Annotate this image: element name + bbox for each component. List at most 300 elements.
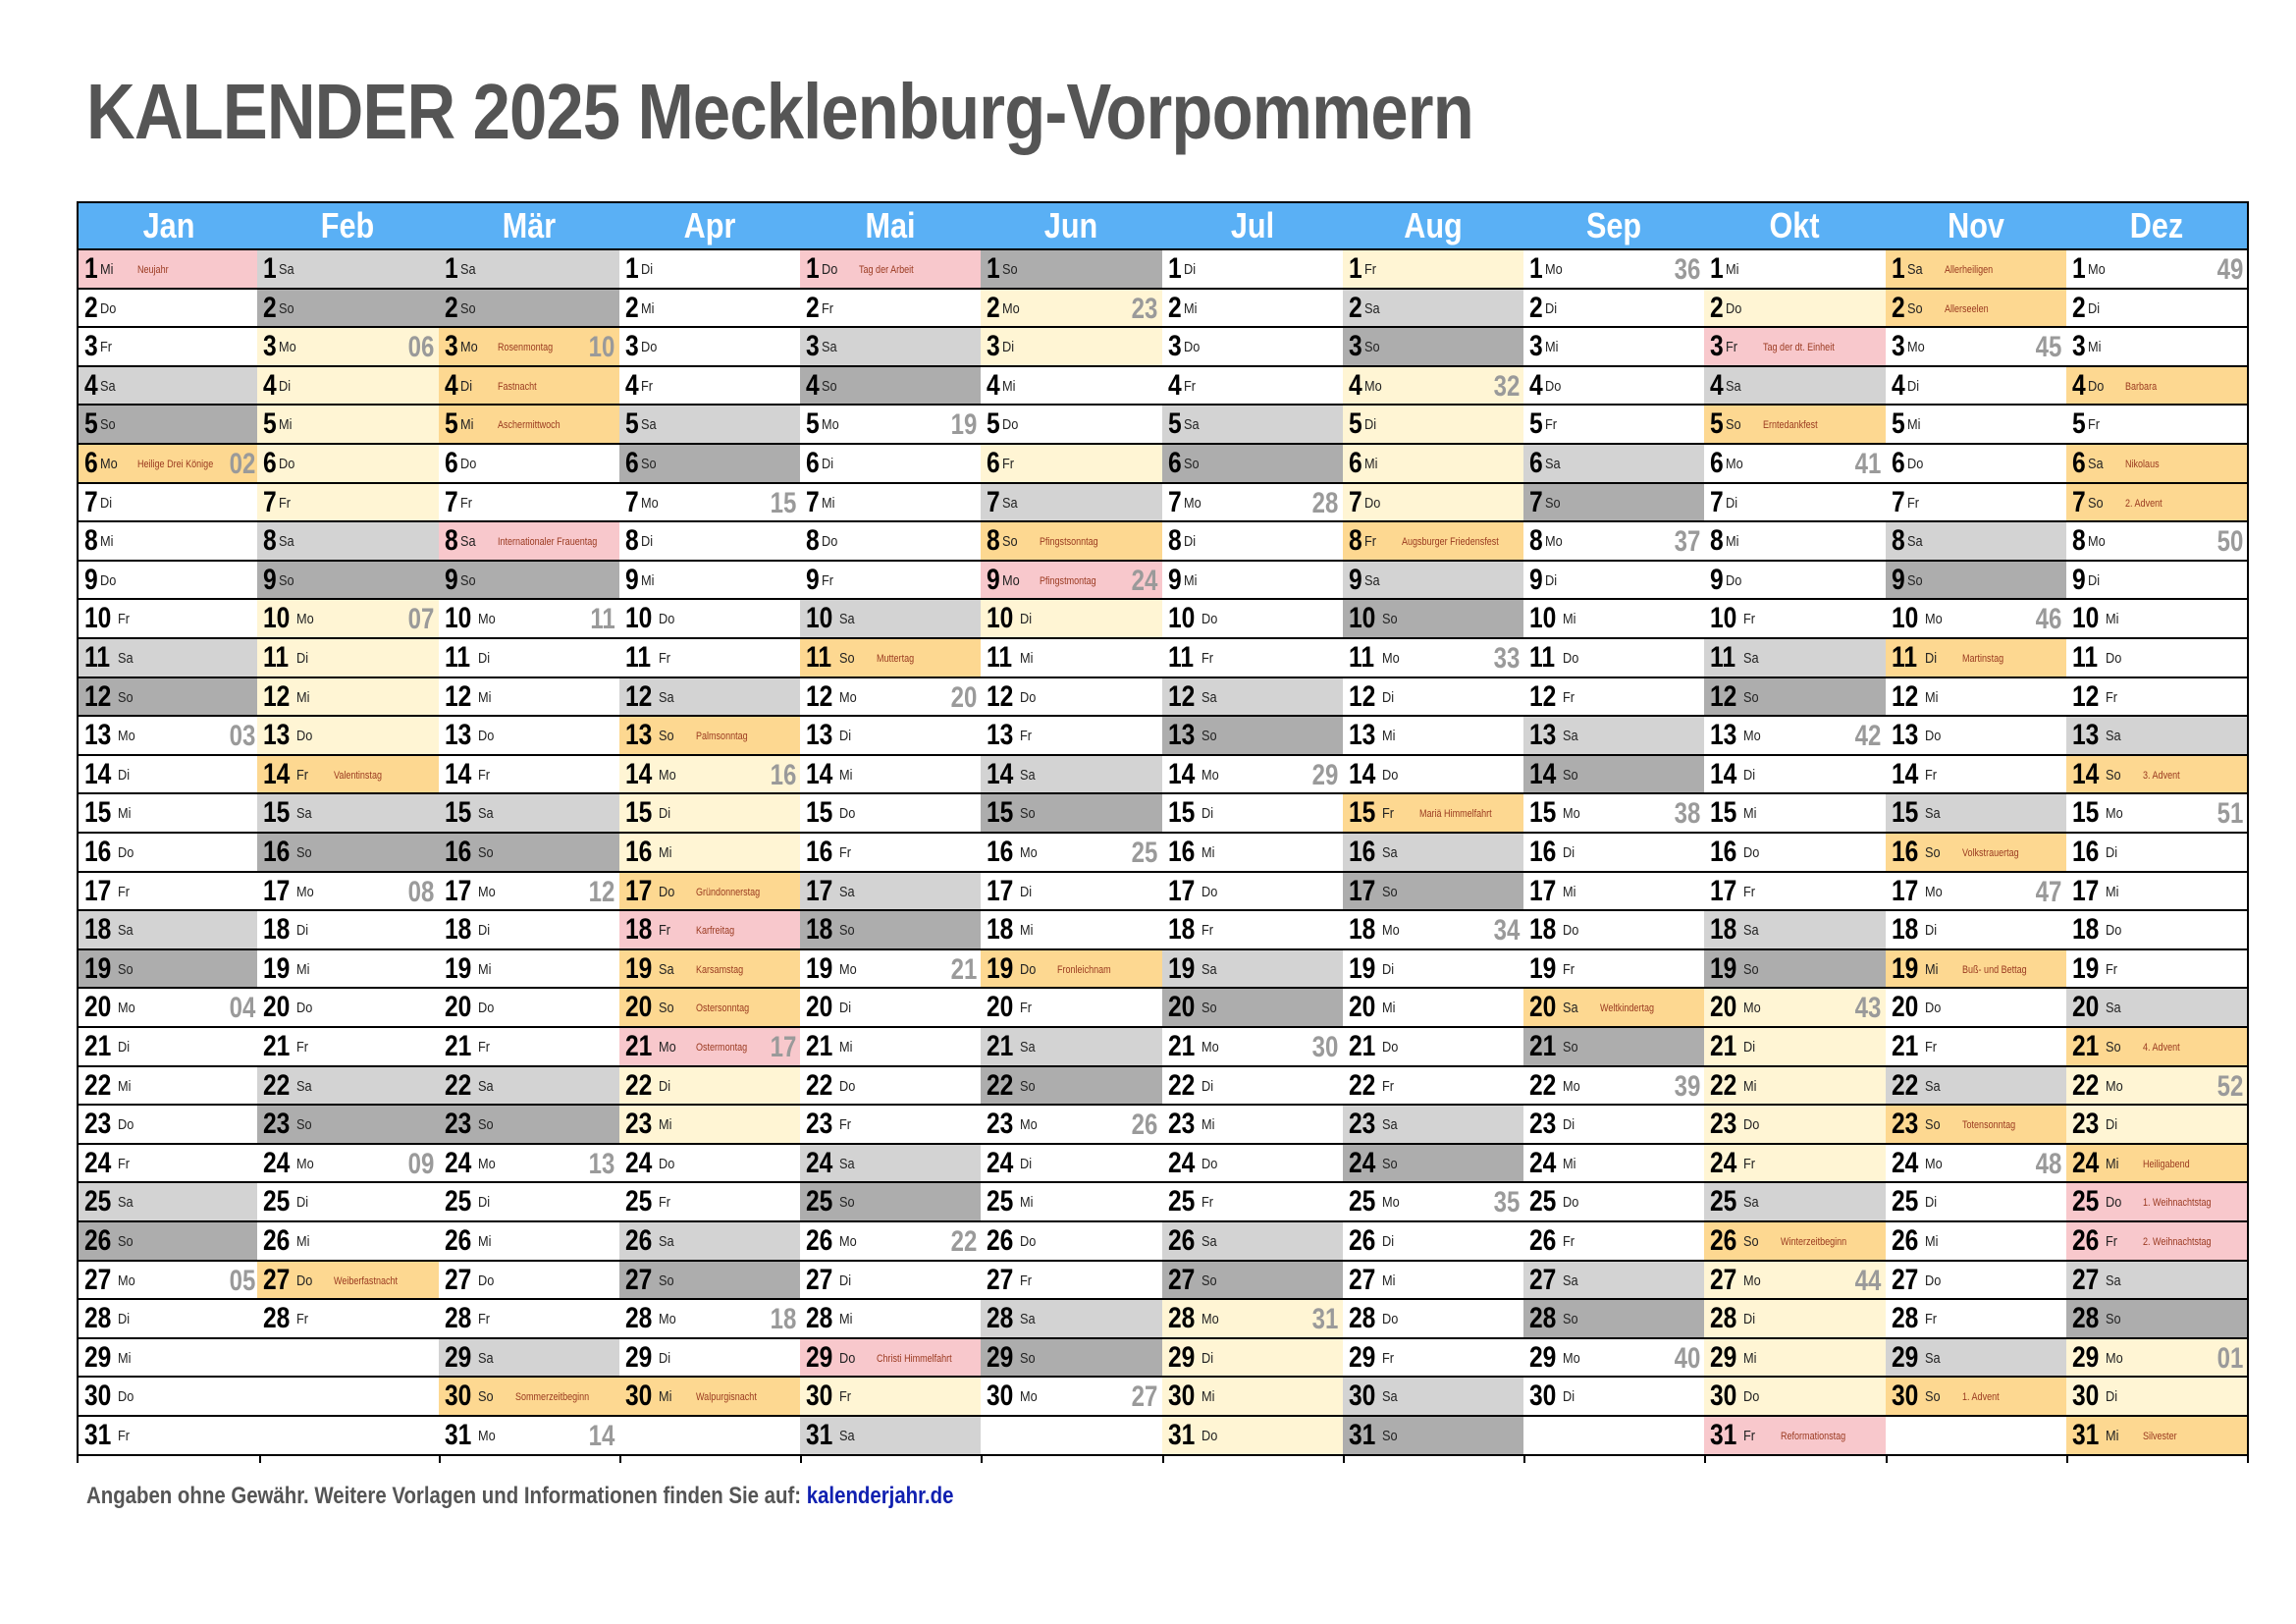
day-cell[interactable] — [1523, 367, 1704, 406]
day-cell[interactable] — [79, 406, 259, 445]
day-cell[interactable] — [800, 1262, 981, 1301]
day-cell[interactable] — [2066, 1222, 2247, 1262]
day-cell[interactable] — [1162, 1067, 1343, 1107]
day-cell[interactable] — [800, 1339, 981, 1379]
day-cell[interactable] — [1162, 950, 1343, 990]
day-cell[interactable] — [619, 290, 800, 329]
day-cell[interactable] — [1886, 250, 2066, 290]
day-cell[interactable] — [800, 989, 981, 1028]
day-cell[interactable] — [619, 756, 800, 795]
day-cell[interactable] — [619, 406, 800, 445]
day-cell[interactable] — [1523, 1067, 1704, 1107]
day-cell[interactable] — [2066, 1183, 2247, 1222]
day-cell[interactable] — [2066, 600, 2247, 639]
day-cell[interactable] — [439, 484, 619, 523]
day-cell[interactable] — [800, 950, 981, 990]
day-cell[interactable] — [79, 250, 259, 290]
day-cell[interactable] — [981, 1106, 1161, 1145]
day-cell[interactable] — [1704, 678, 1885, 718]
day-cell[interactable] — [800, 1145, 981, 1184]
day-cell[interactable] — [1343, 367, 1523, 406]
day-cell[interactable] — [439, 250, 619, 290]
day-cell[interactable] — [1162, 911, 1343, 950]
day-cell[interactable] — [257, 834, 438, 873]
day-cell[interactable] — [800, 1067, 981, 1107]
day-cell[interactable] — [1523, 1106, 1704, 1145]
day-cell[interactable] — [981, 522, 1161, 562]
day-cell[interactable] — [800, 445, 981, 484]
day-cell[interactable] — [439, 562, 619, 601]
day-cell[interactable] — [439, 1339, 619, 1379]
day-cell[interactable] — [619, 639, 800, 678]
day-cell[interactable] — [619, 950, 800, 990]
day-cell[interactable] — [800, 1222, 981, 1262]
day-cell[interactable] — [619, 328, 800, 367]
day-cell[interactable] — [1523, 484, 1704, 523]
day-cell[interactable] — [439, 290, 619, 329]
day-cell[interactable] — [981, 1262, 1161, 1301]
day-cell[interactable] — [439, 1378, 619, 1417]
day-cell[interactable] — [257, 756, 438, 795]
day-cell[interactable] — [257, 1106, 438, 1145]
day-cell[interactable] — [2066, 911, 2247, 950]
day-cell[interactable] — [981, 1378, 1161, 1417]
day-cell[interactable] — [1343, 1222, 1523, 1262]
day-cell[interactable] — [800, 639, 981, 678]
day-cell[interactable] — [800, 600, 981, 639]
day-cell[interactable] — [257, 562, 438, 601]
day-cell[interactable] — [257, 484, 438, 523]
day-cell[interactable] — [1886, 1378, 2066, 1417]
day-cell[interactable] — [1343, 1106, 1523, 1145]
day-cell[interactable] — [1704, 989, 1885, 1028]
day-cell[interactable] — [257, 1067, 438, 1107]
day-cell[interactable] — [79, 989, 259, 1028]
day-cell[interactable] — [619, 678, 800, 718]
day-cell[interactable] — [1523, 250, 1704, 290]
day-cell[interactable] — [2066, 989, 2247, 1028]
day-cell[interactable] — [1704, 445, 1885, 484]
day-cell[interactable] — [1162, 794, 1343, 834]
day-cell[interactable] — [1704, 1339, 1885, 1379]
day-cell[interactable] — [257, 250, 438, 290]
day-cell[interactable] — [800, 1378, 981, 1417]
day-cell[interactable] — [1162, 1183, 1343, 1222]
day-cell[interactable] — [439, 717, 619, 756]
day-cell[interactable] — [79, 1417, 259, 1456]
day-cell[interactable] — [1704, 873, 1885, 912]
day-cell[interactable] — [1523, 1378, 1704, 1417]
day-cell[interactable] — [79, 1145, 259, 1184]
day-cell[interactable] — [619, 1378, 800, 1417]
day-cell[interactable] — [1523, 834, 1704, 873]
day-cell[interactable] — [1704, 1067, 1885, 1107]
day-cell[interactable] — [1523, 562, 1704, 601]
day-cell[interactable] — [619, 794, 800, 834]
day-cell[interactable] — [619, 1145, 800, 1184]
day-cell[interactable] — [1343, 911, 1523, 950]
day-cell[interactable] — [981, 639, 1161, 678]
day-cell[interactable] — [1886, 1262, 2066, 1301]
day-cell[interactable] — [439, 1417, 619, 1456]
day-cell[interactable] — [800, 367, 981, 406]
day-cell[interactable] — [800, 562, 981, 601]
day-cell[interactable] — [1343, 522, 1523, 562]
day-cell[interactable] — [1162, 600, 1343, 639]
day-cell[interactable] — [257, 794, 438, 834]
day-cell[interactable] — [981, 756, 1161, 795]
day-cell[interactable] — [257, 1262, 438, 1301]
day-cell[interactable] — [981, 250, 1161, 290]
day-cell[interactable] — [619, 717, 800, 756]
day-cell[interactable] — [1162, 445, 1343, 484]
day-cell[interactable] — [257, 1183, 438, 1222]
day-cell[interactable] — [981, 911, 1161, 950]
day-cell[interactable] — [1704, 1222, 1885, 1262]
day-cell[interactable] — [800, 834, 981, 873]
day-cell[interactable] — [1523, 678, 1704, 718]
day-cell[interactable] — [1343, 406, 1523, 445]
day-cell[interactable] — [619, 1028, 800, 1067]
day-cell[interactable] — [2066, 1262, 2247, 1301]
day-cell[interactable] — [439, 756, 619, 795]
day-cell[interactable] — [2066, 717, 2247, 756]
day-cell[interactable] — [1162, 1028, 1343, 1067]
day-cell[interactable] — [79, 794, 259, 834]
day-cell[interactable] — [1704, 1300, 1885, 1339]
day-cell[interactable] — [1886, 328, 2066, 367]
day-cell[interactable] — [1886, 639, 2066, 678]
day-cell[interactable] — [1704, 639, 1885, 678]
day-cell[interactable] — [439, 600, 619, 639]
day-cell[interactable] — [1343, 873, 1523, 912]
day-cell[interactable] — [79, 445, 259, 484]
day-cell[interactable] — [439, 1222, 619, 1262]
day-cell[interactable] — [981, 562, 1161, 601]
day-cell[interactable] — [1523, 600, 1704, 639]
day-cell[interactable] — [1523, 989, 1704, 1028]
day-cell[interactable] — [79, 873, 259, 912]
day-cell[interactable] — [1343, 562, 1523, 601]
day-cell[interactable] — [981, 678, 1161, 718]
day-cell[interactable] — [800, 756, 981, 795]
day-cell[interactable] — [2066, 328, 2247, 367]
day-cell[interactable] — [1886, 1067, 2066, 1107]
day-cell[interactable] — [800, 678, 981, 718]
day-cell[interactable] — [439, 445, 619, 484]
day-cell[interactable] — [1343, 717, 1523, 756]
day-cell[interactable] — [619, 911, 800, 950]
day-cell[interactable] — [800, 250, 981, 290]
day-cell[interactable] — [619, 600, 800, 639]
day-cell[interactable] — [1162, 1339, 1343, 1379]
day-cell[interactable] — [1886, 522, 2066, 562]
day-cell[interactable] — [1343, 1339, 1523, 1379]
day-cell[interactable] — [257, 873, 438, 912]
day-cell[interactable] — [79, 367, 259, 406]
day-cell[interactable] — [257, 678, 438, 718]
day-cell[interactable] — [1162, 1417, 1343, 1456]
day-cell[interactable] — [800, 484, 981, 523]
day-cell[interactable] — [619, 484, 800, 523]
footer-link[interactable]: kalenderjahr.de — [806, 1483, 954, 1509]
day-cell[interactable] — [1162, 522, 1343, 562]
day-cell[interactable] — [619, 834, 800, 873]
day-cell[interactable] — [1704, 406, 1885, 445]
day-cell[interactable] — [1523, 873, 1704, 912]
day-cell[interactable] — [439, 1028, 619, 1067]
day-cell[interactable] — [800, 1106, 981, 1145]
day-cell[interactable] — [79, 1222, 259, 1262]
day-cell[interactable] — [79, 834, 259, 873]
day-cell[interactable] — [439, 950, 619, 990]
day-cell[interactable] — [1523, 328, 1704, 367]
day-cell[interactable] — [2066, 406, 2247, 445]
day-cell[interactable] — [1523, 1300, 1704, 1339]
day-cell[interactable] — [2066, 1145, 2247, 1184]
day-cell[interactable] — [1886, 367, 2066, 406]
day-cell[interactable] — [1704, 794, 1885, 834]
day-cell[interactable] — [2066, 522, 2247, 562]
day-cell[interactable] — [79, 562, 259, 601]
day-cell[interactable] — [1343, 484, 1523, 523]
day-cell[interactable] — [800, 794, 981, 834]
day-cell[interactable] — [1704, 1417, 1885, 1456]
day-cell[interactable] — [439, 1300, 619, 1339]
day-cell[interactable] — [1886, 484, 2066, 523]
day-cell[interactable] — [800, 717, 981, 756]
day-cell[interactable] — [1886, 600, 2066, 639]
day-cell[interactable] — [1162, 484, 1343, 523]
day-cell[interactable] — [619, 1067, 800, 1107]
day-cell[interactable] — [439, 1262, 619, 1301]
day-cell[interactable] — [619, 1339, 800, 1379]
day-cell[interactable] — [1886, 873, 2066, 912]
day-cell[interactable] — [79, 639, 259, 678]
day-cell[interactable] — [800, 1300, 981, 1339]
day-cell[interactable] — [1704, 1183, 1885, 1222]
day-cell[interactable] — [981, 1183, 1161, 1222]
day-cell[interactable] — [2066, 834, 2247, 873]
day-cell[interactable] — [619, 873, 800, 912]
day-cell[interactable] — [981, 834, 1161, 873]
day-cell[interactable] — [2066, 756, 2247, 795]
day-cell[interactable] — [800, 290, 981, 329]
day-cell[interactable] — [1162, 1378, 1343, 1417]
day-cell[interactable] — [1523, 1145, 1704, 1184]
day-cell[interactable] — [439, 522, 619, 562]
day-cell[interactable] — [619, 989, 800, 1028]
day-cell[interactable] — [981, 950, 1161, 990]
day-cell[interactable] — [1886, 834, 2066, 873]
day-cell[interactable] — [1162, 1300, 1343, 1339]
day-cell[interactable] — [1886, 989, 2066, 1028]
day-cell[interactable] — [1523, 717, 1704, 756]
day-cell[interactable] — [2066, 1300, 2247, 1339]
day-cell[interactable] — [981, 873, 1161, 912]
day-cell[interactable] — [2066, 290, 2247, 329]
day-cell[interactable] — [1162, 639, 1343, 678]
day-cell[interactable] — [1704, 290, 1885, 329]
day-cell[interactable] — [1343, 1378, 1523, 1417]
day-cell[interactable] — [439, 1067, 619, 1107]
day-cell[interactable] — [1704, 1378, 1885, 1417]
day-cell[interactable] — [257, 989, 438, 1028]
day-cell[interactable] — [79, 484, 259, 523]
day-cell[interactable] — [981, 1145, 1161, 1184]
day-cell[interactable] — [1162, 834, 1343, 873]
day-cell[interactable] — [1162, 756, 1343, 795]
day-cell[interactable] — [1162, 678, 1343, 718]
day-cell[interactable] — [439, 1183, 619, 1222]
day-cell[interactable] — [79, 1339, 259, 1379]
day-cell[interactable] — [79, 1028, 259, 1067]
day-cell[interactable] — [1704, 1145, 1885, 1184]
day-cell[interactable] — [257, 290, 438, 329]
day-cell[interactable] — [1162, 1145, 1343, 1184]
day-cell[interactable] — [79, 1183, 259, 1222]
day-cell[interactable] — [1704, 1028, 1885, 1067]
day-cell[interactable] — [1704, 250, 1885, 290]
day-cell[interactable] — [1704, 600, 1885, 639]
day-cell[interactable] — [1704, 1262, 1885, 1301]
day-cell[interactable] — [981, 367, 1161, 406]
day-cell[interactable] — [1886, 717, 2066, 756]
day-cell[interactable] — [1343, 756, 1523, 795]
day-cell[interactable] — [257, 717, 438, 756]
day-cell[interactable] — [1343, 445, 1523, 484]
day-cell[interactable] — [2066, 367, 2247, 406]
day-cell[interactable] — [1523, 445, 1704, 484]
day-cell[interactable] — [1704, 367, 1885, 406]
day-cell[interactable] — [1343, 989, 1523, 1028]
day-cell[interactable] — [981, 290, 1161, 329]
day-cell[interactable] — [2066, 1106, 2247, 1145]
day-cell[interactable] — [79, 717, 259, 756]
day-cell[interactable] — [800, 522, 981, 562]
day-cell[interactable] — [1523, 950, 1704, 990]
day-cell[interactable] — [257, 1300, 438, 1339]
day-cell[interactable] — [1162, 1262, 1343, 1301]
day-cell[interactable] — [439, 1145, 619, 1184]
day-cell[interactable] — [439, 911, 619, 950]
day-cell[interactable] — [1162, 989, 1343, 1028]
day-cell[interactable] — [257, 600, 438, 639]
day-cell[interactable] — [981, 1300, 1161, 1339]
day-cell[interactable] — [1523, 1183, 1704, 1222]
day-cell[interactable] — [257, 367, 438, 406]
day-cell[interactable] — [1886, 794, 2066, 834]
day-cell[interactable] — [1162, 1222, 1343, 1262]
day-cell[interactable] — [1704, 717, 1885, 756]
day-cell[interactable] — [619, 1222, 800, 1262]
day-cell[interactable] — [1886, 911, 2066, 950]
day-cell[interactable] — [79, 1300, 259, 1339]
day-cell[interactable] — [1523, 1028, 1704, 1067]
day-cell[interactable] — [1343, 328, 1523, 367]
day-cell[interactable] — [1343, 950, 1523, 990]
day-cell[interactable] — [981, 1067, 1161, 1107]
day-cell[interactable] — [1523, 794, 1704, 834]
day-cell[interactable] — [619, 522, 800, 562]
day-cell[interactable] — [981, 445, 1161, 484]
day-cell[interactable] — [79, 328, 259, 367]
day-cell[interactable] — [1162, 562, 1343, 601]
day-cell[interactable] — [1523, 522, 1704, 562]
day-cell[interactable] — [1886, 445, 2066, 484]
day-cell[interactable] — [2066, 678, 2247, 718]
day-cell[interactable] — [439, 989, 619, 1028]
day-cell[interactable] — [981, 484, 1161, 523]
day-cell[interactable] — [439, 794, 619, 834]
day-cell[interactable] — [800, 911, 981, 950]
day-cell[interactable] — [2066, 250, 2247, 290]
day-cell[interactable] — [619, 1300, 800, 1339]
day-cell[interactable] — [1343, 639, 1523, 678]
day-cell[interactable] — [1343, 1145, 1523, 1184]
day-cell[interactable] — [1886, 678, 2066, 718]
day-cell[interactable] — [981, 717, 1161, 756]
day-cell[interactable] — [800, 873, 981, 912]
day-cell[interactable] — [1162, 290, 1343, 329]
day-cell[interactable] — [1343, 1183, 1523, 1222]
day-cell[interactable] — [79, 1378, 259, 1417]
day-cell[interactable] — [619, 367, 800, 406]
day-cell[interactable] — [257, 445, 438, 484]
day-cell[interactable] — [800, 406, 981, 445]
day-cell[interactable] — [1523, 290, 1704, 329]
day-cell[interactable] — [1162, 367, 1343, 406]
day-cell[interactable] — [1343, 1300, 1523, 1339]
day-cell[interactable] — [800, 1417, 981, 1456]
day-cell[interactable] — [619, 1262, 800, 1301]
day-cell[interactable] — [981, 989, 1161, 1028]
day-cell[interactable] — [1343, 250, 1523, 290]
day-cell[interactable] — [1523, 1222, 1704, 1262]
day-cell[interactable] — [1343, 600, 1523, 639]
day-cell[interactable] — [1704, 950, 1885, 990]
day-cell[interactable] — [257, 406, 438, 445]
day-cell[interactable] — [1886, 756, 2066, 795]
day-cell[interactable] — [619, 1106, 800, 1145]
day-cell[interactable] — [981, 406, 1161, 445]
day-cell[interactable] — [619, 562, 800, 601]
day-cell[interactable] — [800, 1183, 981, 1222]
day-cell[interactable] — [1886, 1339, 2066, 1379]
day-cell[interactable] — [1886, 290, 2066, 329]
day-cell[interactable] — [439, 678, 619, 718]
day-cell[interactable] — [1343, 1262, 1523, 1301]
day-cell[interactable] — [1704, 522, 1885, 562]
day-cell[interactable] — [1704, 911, 1885, 950]
day-cell[interactable] — [1704, 1106, 1885, 1145]
day-cell[interactable] — [1162, 873, 1343, 912]
day-cell[interactable] — [257, 328, 438, 367]
day-cell[interactable] — [981, 600, 1161, 639]
day-cell[interactable] — [619, 250, 800, 290]
day-cell[interactable] — [1886, 1300, 2066, 1339]
day-cell[interactable] — [1162, 717, 1343, 756]
day-cell[interactable] — [79, 950, 259, 990]
day-cell[interactable] — [439, 367, 619, 406]
day-cell[interactable] — [257, 1028, 438, 1067]
day-cell[interactable] — [439, 1106, 619, 1145]
day-cell[interactable] — [257, 1222, 438, 1262]
day-cell[interactable] — [1523, 756, 1704, 795]
day-cell[interactable] — [1523, 406, 1704, 445]
day-cell[interactable] — [1886, 1145, 2066, 1184]
day-cell[interactable] — [800, 328, 981, 367]
